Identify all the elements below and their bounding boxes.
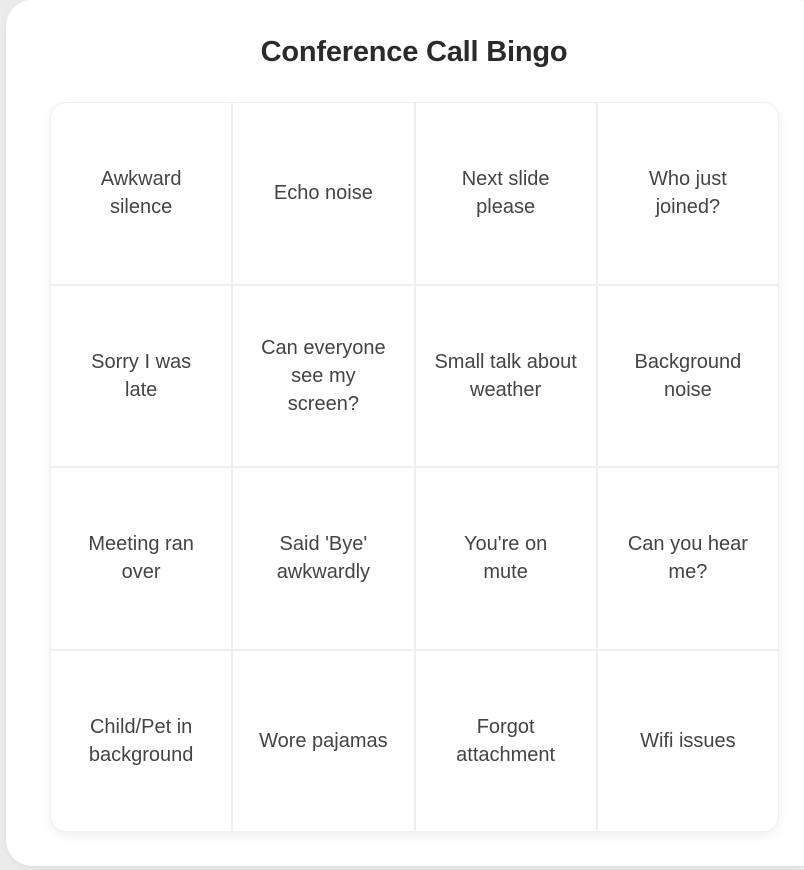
- cell-label: Meeting ran over: [88, 533, 194, 584]
- cell-label: Awkward silence: [100, 168, 182, 219]
- cell-label: Background noise: [634, 350, 742, 401]
- bingo-card: [6, 0, 804, 866]
- bingo-cell-forgot-attachment[interactable]: [416, 651, 596, 832]
- cell-label: Next slide please: [461, 168, 550, 219]
- bingo-cell-can-you-hear-me[interactable]: [598, 468, 778, 649]
- bingo-cell-awkward-silence[interactable]: [51, 103, 231, 284]
- cell-label: Said 'Bye' awkwardly: [276, 533, 371, 584]
- bingo-cell-can-everyone-see-my-screen[interactable]: [233, 286, 413, 467]
- bingo-cell-echo-noise[interactable]: [233, 103, 413, 284]
- cell-label: Can everyone see my screen?: [261, 336, 386, 415]
- cell-label: You're on mute: [464, 533, 548, 584]
- bingo-cell-sorry-i-was-late[interactable]: [51, 286, 231, 467]
- cell-label: Wifi issues: [640, 729, 736, 752]
- cell-label: Can you hear me?: [627, 533, 748, 584]
- cell-label: Who just joined?: [648, 168, 727, 219]
- bingo-cell-small-talk-about-weather[interactable]: [416, 286, 596, 467]
- bingo-cell-meeting-ran-over[interactable]: [51, 468, 231, 649]
- bingo-cell-said-bye-awkwardly[interactable]: [233, 468, 413, 649]
- bingo-cell-background-noise[interactable]: [598, 286, 778, 467]
- bingo-cell-wore-pajamas[interactable]: [233, 651, 413, 832]
- page-title: Conference Call Bingo: [260, 36, 568, 68]
- cell-label: Child/Pet in background: [88, 715, 194, 766]
- bingo-cell-youre-on-mute[interactable]: [416, 468, 596, 649]
- cell-label: Small talk about weather: [434, 350, 577, 401]
- bingo-cell-who-just-joined[interactable]: [598, 103, 778, 284]
- bingo-cell-child-pet-in-background[interactable]: [51, 651, 231, 832]
- bingo-board: [50, 102, 779, 832]
- bingo-cell-wifi-issues[interactable]: [598, 651, 778, 832]
- bingo-cell-next-slide-please[interactable]: [416, 103, 596, 284]
- cell-label: Forgot attachment: [456, 715, 556, 766]
- cell-label: Wore pajamas: [259, 729, 388, 752]
- cell-label: Sorry I was late: [91, 350, 192, 401]
- cell-label: Echo noise: [273, 182, 373, 205]
